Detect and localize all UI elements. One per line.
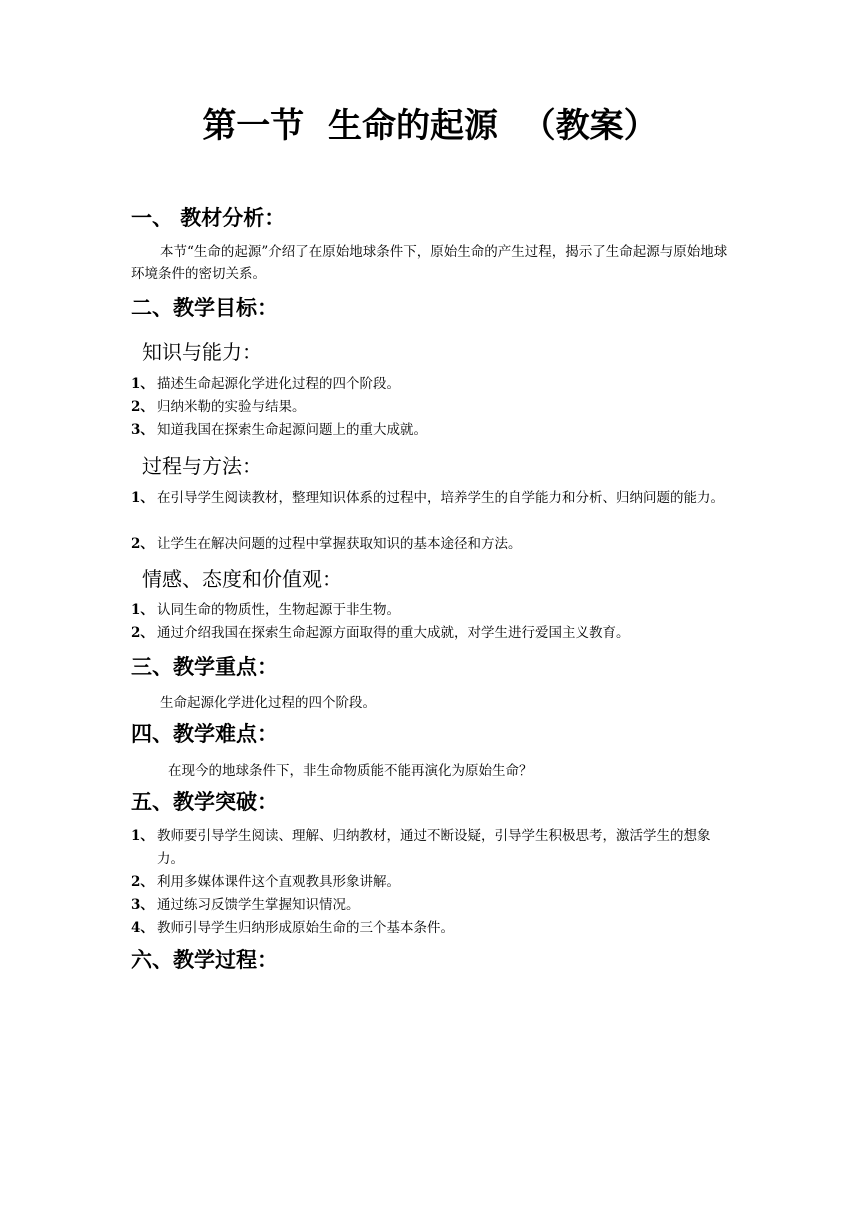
list-item <box>131 396 736 419</box>
section-heading-teaching-breakthrough: 五、教学突破： <box>131 789 278 814</box>
list-number: 2、 <box>131 399 154 415</box>
document-title: 第一节 生命的起源 （教案） <box>202 106 658 146</box>
list-number: 1、 <box>131 602 154 618</box>
section-heading-teaching-focus: 三、教学重点： <box>131 654 278 679</box>
list-item <box>131 917 736 940</box>
list-item <box>131 419 736 442</box>
list-item <box>131 487 736 510</box>
list-number: 2、 <box>131 874 154 890</box>
list-text: 让学生在解决问题的过程中掌握获取知识的基本途径和方法。 <box>157 536 522 552</box>
list-text: 归纳米勒的实验与结果。 <box>157 399 306 415</box>
section-heading-teaching-difficulty: 四、教学难点： <box>131 721 278 746</box>
section-heading-teaching-goals: 二、教学目标： <box>131 295 278 320</box>
list-text: 教师引导学生归纳形成原始生命的三个基本条件。 <box>157 920 454 936</box>
list-number: 2、 <box>131 536 154 552</box>
list-item <box>131 894 736 917</box>
list-item <box>131 373 736 396</box>
list-number: 2、 <box>131 625 154 641</box>
list-text: 认同生命的物质性，生物起源于非生物。 <box>157 602 400 618</box>
section-heading-teaching-process: 六、教学过程： <box>131 947 278 972</box>
section-heading-textbook-analysis: 一、 教材分析： <box>131 205 286 230</box>
list-item <box>131 599 736 622</box>
list-number: 3、 <box>131 897 154 913</box>
teaching-difficulty-paragraph: 在现今的地球条件下，非生命物质能不能再演化为原始生命？ <box>168 763 533 779</box>
list-text: 通过练习反馈学生掌握知识情况。 <box>157 897 360 913</box>
list-number: 1、 <box>131 376 154 392</box>
list-number: 4、 <box>131 920 154 936</box>
list-text: 通过介绍我国在探索生命起源方面取得的重大成就，对学生进行爱国主义教育。 <box>157 625 630 641</box>
subheading-knowledge-ability: 知识与能力： <box>142 340 262 364</box>
list-text: 描述生命起源化学进化过程的四个阶段。 <box>157 376 400 392</box>
list-item <box>131 825 736 871</box>
list-text: 利用多媒体课件这个直观教具形象讲解。 <box>157 874 400 890</box>
list-item <box>131 871 736 894</box>
list-text: 在引导学生阅读教材，整理知识体系的过程中，培养学生的自学能力和分析、归纳问题的能力。 <box>157 490 724 506</box>
list-number: 3、 <box>131 422 154 438</box>
list-item <box>131 533 736 556</box>
textbook-analysis-paragraph: 本节“生命的起源”介绍了在原始地球条件下，原始生命的产生过程，揭示了生命起源与原始地球环境条件的密切关系。 <box>131 244 728 282</box>
list-text: 知道我国在探索生命起源问题上的重大成就。 <box>157 422 427 438</box>
teaching-focus-paragraph: 生命起源化学进化过程的四个阶段。 <box>160 695 376 711</box>
list-number: 1、 <box>131 490 154 506</box>
list-number: 1、 <box>131 828 154 844</box>
list-text: 教师要引导学生阅读、理解、归纳教材，通过不断设疑，引导学生积极思考，激活学生的想象力。 <box>157 828 711 867</box>
subheading-emotion-attitude-values: 情感、态度和价值观： <box>142 567 342 591</box>
subheading-process-method: 过程与方法： <box>142 454 262 478</box>
list-item <box>131 622 736 645</box>
